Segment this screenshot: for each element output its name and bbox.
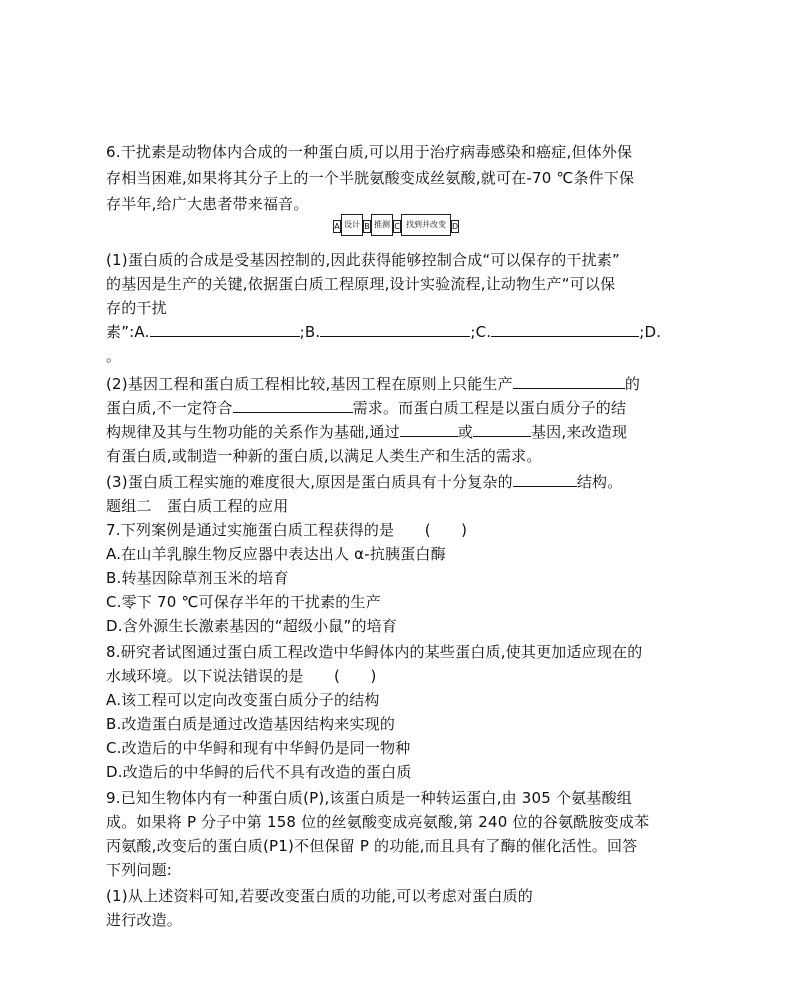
answer-blank-c[interactable] [491, 322, 639, 337]
q6-line-1: 6.干扰素是动物体内合成的一种蛋白质,可以用于治疗病毒感染和癌症,但体外保 [106, 143, 633, 161]
q8-stem-line-1: 8.研究者试图通过蛋白质工程改造中华鲟体内的某些蛋白质,使其更加适应现在的 [106, 643, 643, 661]
q6-p2-text-c: 蛋白质,不一定符合 [106, 399, 233, 417]
answer-blank-p2-3[interactable] [400, 422, 458, 437]
flow-node-b: B [364, 222, 370, 231]
q6-p2-line-4: 有蛋白质,或制造一种新的蛋白质,以满足人类生产和生活的需求。 [106, 447, 542, 465]
q9-line-1: 9.已知生物体内有一种蛋白质(P),该蛋白质是一种转运蛋白,由 305 个氨基酸组 [106, 789, 632, 807]
q6-line-2: 存相当困难,如果将其分子上的一个半胱氨酸变成丝氨酸,就可在-70 ℃条件下保 [106, 169, 635, 187]
q6-p1-line-4 [106, 322, 661, 342]
q6-p1-c-label: ;C. [470, 323, 492, 341]
q6-p1-line-2: 的基因是生产的关键,依据蛋白质工程原理,设计实验流程,让动物生产“可以保 [106, 275, 616, 293]
q9-line-2: 成。如果将 P 分子中第 158 位的丝氨酸变成亮氨酸,第 240 位的谷氨酰胺变成苯 [106, 813, 650, 831]
q9-p1-line-1: (1)从上述资料可知,若要改变蛋白质的功能,可以考虑对蛋白质的 [106, 887, 533, 905]
q8-option-c[interactable]: C.改造后的中华鲟和现有中华鲟仍是同一物种 [106, 739, 411, 757]
q8-stem-line-2: 水域环境。以下说法错误的是 ( ) [106, 667, 377, 685]
group-heading: 题组二 蛋白质工程的应用 [106, 497, 289, 515]
q6-p3-text-b: 结构。 [576, 473, 623, 491]
q6-p2-text-a: (2)基因工程和蛋白质工程相比较,基因工程在原则上只能生产 [106, 375, 513, 393]
q8-option-a[interactable]: A.该工程可以定向改变蛋白质分子的结构 [106, 691, 380, 709]
q6-p1-d-label: ;D. [639, 323, 662, 341]
q6-p3-text-a: (3)蛋白质工程实施的难度很大,原因是蛋白质具有十分复杂的 [106, 473, 513, 491]
answer-blank-a[interactable] [150, 322, 300, 337]
q6-p2-text-or: 或 [457, 423, 473, 441]
q9-p1-line-2: 进行改造。 [106, 911, 183, 929]
flow-step-design: 设计 [341, 214, 363, 236]
q6-p2-line-2 [106, 398, 626, 418]
q6-p3-line [106, 472, 622, 492]
answer-blank-p2-2[interactable] [233, 398, 353, 413]
q7-option-a[interactable]: A.在山羊乳腺生物反应器中表达出人 α-抗胰蛋白酶 [106, 545, 446, 563]
design-flow-diagram [333, 214, 461, 236]
flow-step-find-change: 找到并改变 [401, 214, 451, 236]
flow-node-c: C [394, 222, 400, 231]
q6-p2-text-d: 需求。而蛋白质工程是以蛋白质分子的结 [352, 399, 627, 417]
answer-blank-p2-4[interactable] [473, 422, 531, 437]
q7-option-c[interactable]: C.零下 70 ℃可保存半年的干扰素的生产 [106, 593, 381, 611]
flow-node-d: D [452, 222, 459, 231]
q6-p1-a-label: 素”:A. [106, 323, 150, 341]
q8-option-b[interactable]: B.改造蛋白质是通过改造基因结构来实现的 [106, 715, 396, 733]
q6-p2-line-1 [106, 374, 640, 394]
q9-line-3: 丙氨酸,改变后的蛋白质(P1)不但保留 P 的功能,而且具有了酶的催化活性。回答 [106, 837, 638, 855]
q6-p2-line-3 [106, 422, 627, 442]
answer-blank-b[interactable] [320, 322, 470, 337]
flow-step-infer: 推测 [371, 214, 393, 236]
q7-option-b[interactable]: B.转基因除草剂玉米的培育 [106, 569, 289, 587]
q7-option-d[interactable]: D.含外源生长激素基因的“超级小鼠”的培育 [106, 617, 398, 635]
q6-p2-text-f: 基因,来改造现 [530, 423, 628, 441]
q9-line-4: 下列问题: [106, 861, 173, 879]
q6-p1-b-label: ;B. [299, 323, 321, 341]
answer-blank-p2-1[interactable] [513, 374, 625, 389]
flow-node-a: A [334, 222, 340, 231]
q6-line-3: 存半年,给广大患者带来福音。 [106, 195, 309, 213]
q7-stem: 7.下列案例是通过实施蛋白质工程获得的是 ( ) [106, 521, 468, 539]
q8-option-d[interactable]: D.改造后的中华鲟的后代不具有改造的蛋白质 [106, 763, 412, 781]
q6-p2-text-b: 的 [624, 375, 641, 393]
q6-p1-line-1: (1)蛋白质的合成是受基因控制的,因此获得能够控制合成“可以保存的干扰素” [106, 251, 620, 269]
q6-p1-line-5: 。 [106, 347, 122, 365]
q6-p1-line-3: 存的干扰 [106, 299, 167, 317]
q6-p2-text-e: 构规律及其与生物功能的关系作为基础,通过 [106, 423, 400, 441]
answer-blank-p3[interactable] [513, 472, 577, 487]
